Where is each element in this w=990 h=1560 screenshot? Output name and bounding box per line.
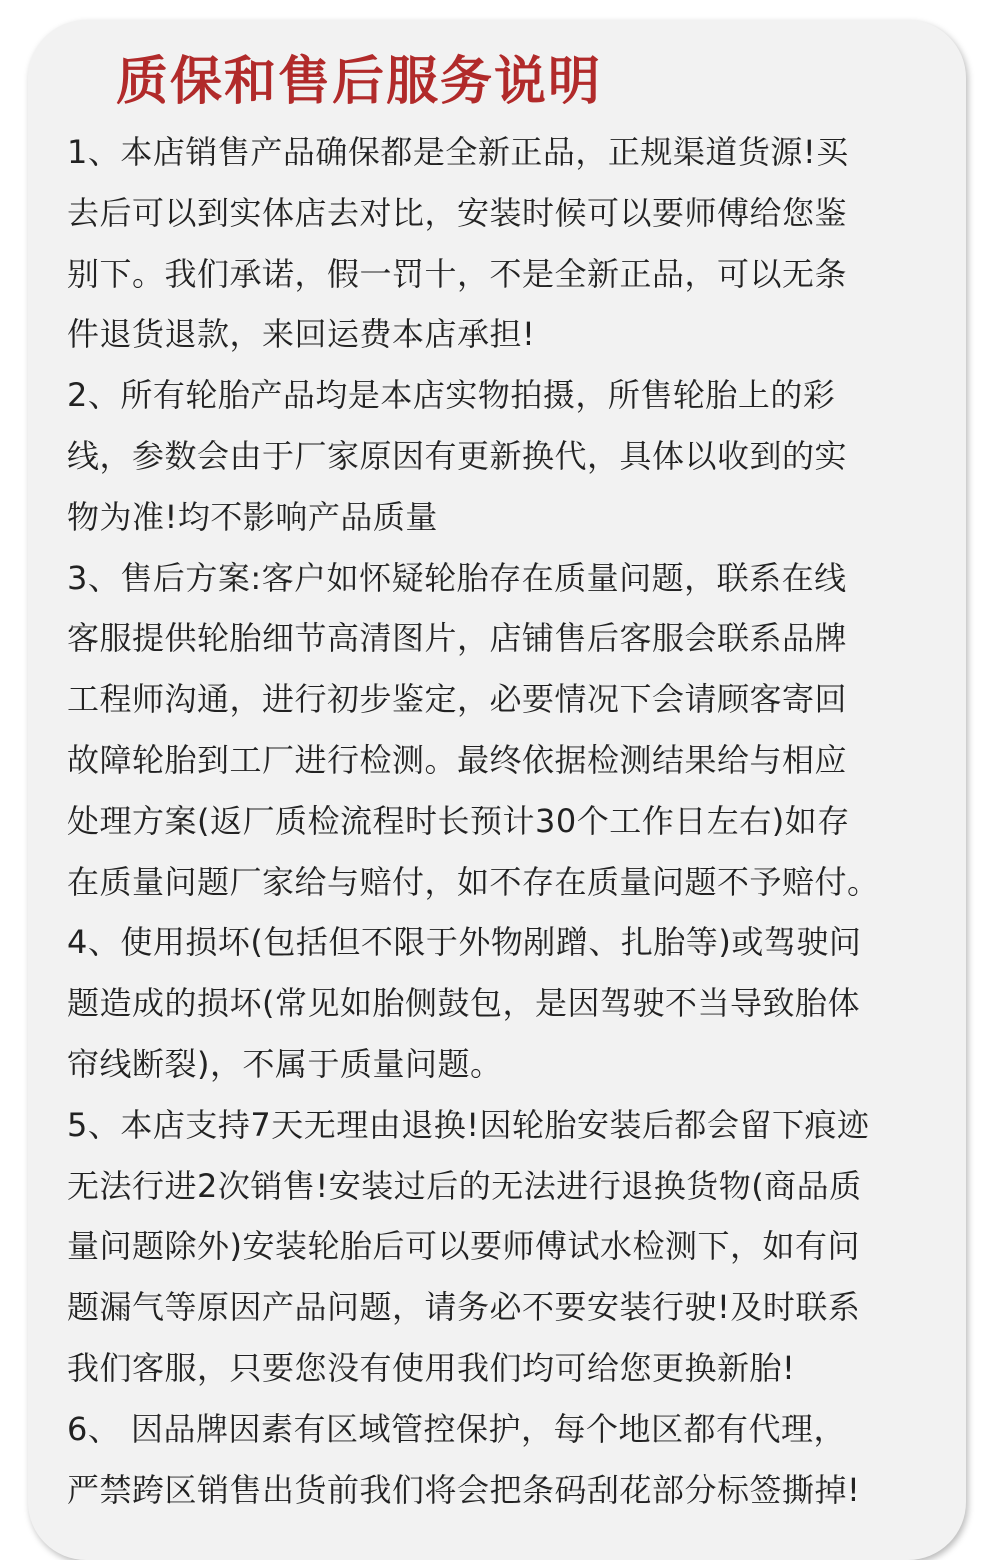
text-line: 别下。我们承诺，假一罚十，不是全新正品，可以无条	[67, 254, 848, 293]
text-line: 客服提供轮胎细节高清图片，店铺售后客服会联系品牌	[67, 619, 848, 658]
text-line: 在质量问题厂家给与赔付，如不存在质量问题不予赔付。	[67, 862, 880, 901]
text-line: 3、售后方案:客户如怀疑轮胎存在质量问题，联系在线	[67, 558, 847, 597]
text-line: 件退货退款，来回运费本店承担!	[67, 315, 536, 354]
text-line: 处理方案(返厂质检流程时长预计30个工作日左右)如存	[67, 801, 850, 840]
text-line: 1、本店销售产品确保都是全新正品，正规渠道货源!买	[67, 133, 849, 171]
text-line: 量问题除外)安装轮胎后可以要师傅试水检测下，如有问	[67, 1227, 860, 1266]
text-line: 2、所有轮胎产品均是本店实物拍摄，所售轮胎上的彩	[67, 376, 836, 415]
text-line: 4、使用损坏(包括但不限于外物剐蹭、扎胎等)或驾驶问	[67, 923, 862, 962]
text-line: 题漏气等原因产品问题，请务必不要安装行驶!及时联系	[67, 1288, 861, 1327]
text-line: 线，参数会由于厂家原因有更新换代，具体以收到的实	[67, 436, 848, 475]
text-line: 去后可以到实体店去对比，安装时候可以要师傅给您鉴	[67, 193, 848, 232]
notice-body	[67, 122, 947, 1520]
text-line: 物为准!均不影响产品质量	[67, 497, 438, 536]
text-line: 我们客服，只要您没有使用我们均可给您更换新胎!	[67, 1348, 796, 1387]
page-title: 质保和售后服务说明	[116, 52, 603, 112]
text-line: 题造成的损坏(常见如胎侧鼓包，是因驾驶不当导致胎体	[67, 984, 860, 1023]
text-line: 6、 因品牌因素有区域管控保护，每个地区都有代理，	[67, 1409, 847, 1448]
text-line: 无法行进2次销售!安装过后的无法进行退换货物(商品质	[67, 1166, 862, 1205]
text-line: 工程师沟通，进行初步鉴定，必要情况下会请顾客寄回	[67, 680, 848, 719]
text-line: 5、本店支持7天无理由退换!因轮胎安装后都会留下痕迹	[67, 1105, 870, 1144]
text-line: 严禁跨区销售出货前我们将会把条码刮花部分标签撕掉!	[67, 1470, 861, 1509]
text-line: 帘线断裂)，不属于质量问题。	[67, 1044, 503, 1083]
text-line: 故障轮胎到工厂进行检测。最终依据检测结果给与相应	[67, 740, 848, 779]
